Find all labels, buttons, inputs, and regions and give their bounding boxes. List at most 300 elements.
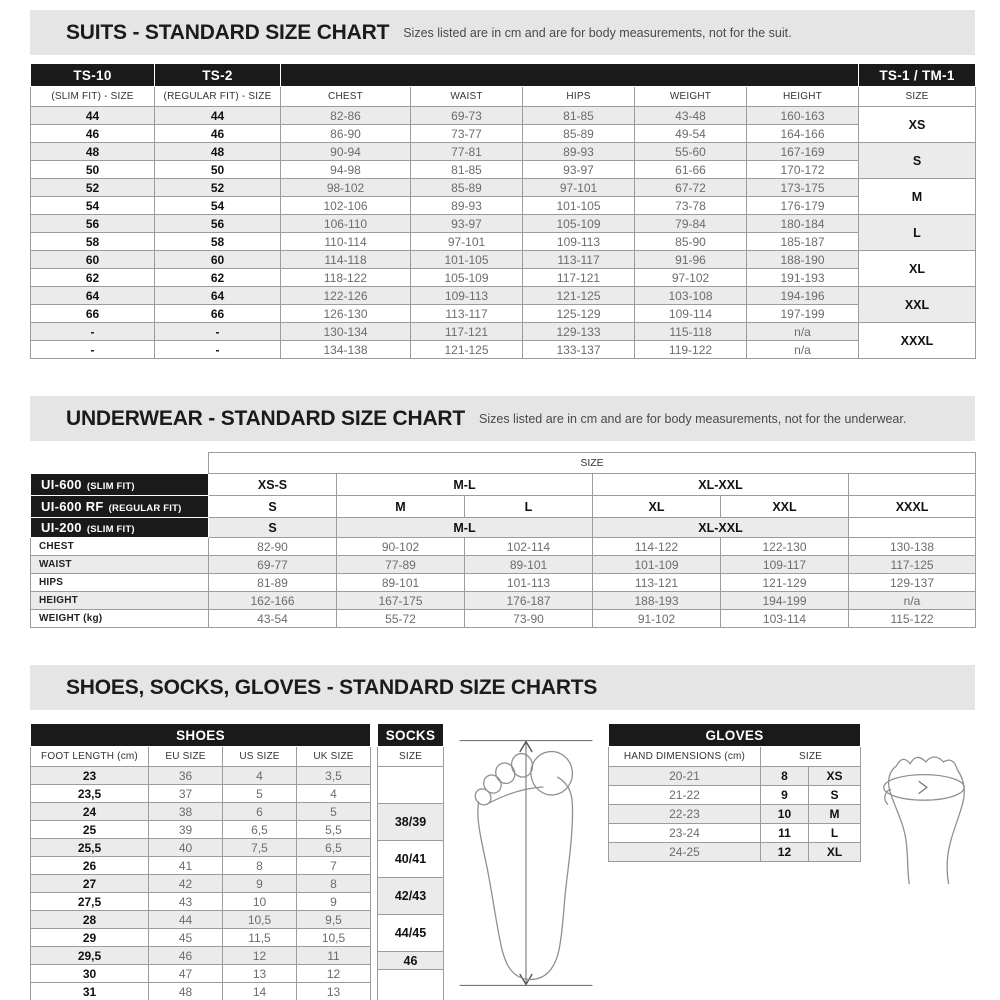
table-cell: 11,5 [223,929,297,947]
table-row [31,556,976,574]
underwear-model-row [31,496,976,518]
table-cell: 121-125 [523,287,635,305]
table-row [378,841,444,860]
table-cell: 64 [155,287,281,305]
table-cell: 11 [297,947,371,965]
table-cell: 58 [31,233,155,251]
table-row [31,785,371,803]
shoes-header: SHOES [31,724,371,747]
size-cell: S [859,143,976,179]
table-cell: 101-105 [411,251,523,269]
table-cell: 81-85 [411,161,523,179]
gloves-size-table [608,723,861,862]
table-cell: 39 [149,821,223,839]
sock-size-cell: 42/43 [378,878,444,915]
table-cell: 43-54 [209,610,337,628]
model-fit: (REGULAR FIT) [108,502,182,514]
table-cell: 125-129 [523,305,635,323]
table-cell: 66 [155,305,281,323]
table-cell: 129-133 [523,323,635,341]
table-row [31,251,976,269]
underwear-banner [30,396,975,441]
table-cell: 4 [223,767,297,785]
model-name: UI-600 RF [41,498,104,514]
table-row [31,197,976,215]
table-cell: 9 [760,786,808,805]
table-cell: 173-175 [747,179,859,197]
column-header-spacer [281,64,859,87]
table-row [31,911,371,929]
table-cell: 77-81 [411,143,523,161]
table-cell: 4 [297,785,371,803]
table-cell: 97-101 [411,233,523,251]
table-cell: 90-94 [281,143,411,161]
table-cell: 48 [155,143,281,161]
empty-cell [849,474,976,496]
table-cell: 122-130 [721,538,849,556]
table-cell: 21-22 [608,786,760,805]
table-row [31,965,371,983]
table-cell: 115-118 [635,323,747,341]
table-cell: 6,5 [223,821,297,839]
socks-header-row [378,724,444,747]
table-cell: - [31,341,155,359]
subheader-eu-size: EU SIZE [149,747,223,767]
table-cell: 194-199 [721,592,849,610]
table-cell: 50 [155,161,281,179]
table-cell: 97-101 [523,179,635,197]
table-cell: 118-122 [281,269,411,287]
table-cell: 28 [31,911,149,929]
table-cell: L [808,824,860,843]
model-fit: (SLIM FIT) [86,480,135,492]
sock-size-cell: 40/41 [378,841,444,878]
table-cell: 94-98 [281,161,411,179]
suits-size-table [30,63,976,359]
table-cell: 191-193 [747,269,859,287]
table-cell: 12 [297,965,371,983]
table-cell: 119-122 [635,341,747,359]
table-cell: 197-199 [747,305,859,323]
table-cell: 66 [31,305,155,323]
sock-size-cell [378,767,444,804]
table-cell: 23-24 [608,824,760,843]
suits-subtitle: Sizes listed are in cm and are for body measurements, not for the suit. [403,25,792,40]
suits-banner [30,10,975,55]
table-cell: 67-72 [635,179,747,197]
table-cell: 110-114 [281,233,411,251]
underwear-size-header-row [31,453,976,474]
table-cell: 3,5 [297,767,371,785]
size-range-cell: XL-XXL [593,474,849,496]
subheader-size: SIZE [760,747,860,767]
table-cell: 8 [760,767,808,786]
column-header-ts1-tm1: TS-1 / TM-1 [859,64,976,87]
table-cell: 90-102 [337,538,465,556]
empty-cell [849,518,976,538]
table-cell: 24 [31,803,149,821]
footwear-title: SHOES, SOCKS, GLOVES - STANDARD SIZE CHARTS [66,675,598,699]
underwear-model-row [31,474,976,496]
table-cell: 81-85 [523,107,635,125]
table-cell: 105-109 [523,215,635,233]
table-cell: 167-175 [337,592,465,610]
model-label-ui600rf [31,496,209,518]
table-cell: 122-126 [281,287,411,305]
table-cell: 14 [223,983,297,1000]
table-row [31,610,976,628]
table-cell: 7,5 [223,839,297,857]
table-cell: 180-184 [747,215,859,233]
measurement-label: WEIGHT (kg) [31,610,209,628]
table-cell: 109-113 [523,233,635,251]
table-cell: 9,5 [297,911,371,929]
column-header-ts2: TS-2 [155,64,281,87]
table-row [608,805,860,824]
table-cell: 113-117 [411,305,523,323]
table-cell: 23 [31,767,149,785]
table-cell: 43-48 [635,107,747,125]
table-cell: 38 [149,803,223,821]
size-cell: S [209,496,337,518]
table-cell: 52 [31,179,155,197]
table-cell: - [31,323,155,341]
table-cell: 82-90 [209,538,337,556]
table-cell: 73-90 [465,610,593,628]
socks-size-table [377,723,444,1000]
table-cell: 13 [223,965,297,983]
table-row [31,233,976,251]
table-row [31,767,371,785]
table-cell: 81-89 [209,574,337,592]
underwear-title: UNDERWEAR - STANDARD SIZE CHART [66,406,466,430]
table-row [31,341,976,359]
table-cell: 10,5 [223,911,297,929]
table-cell: 89-101 [337,574,465,592]
underwear-model-row [31,518,976,538]
table-cell: 46 [149,947,223,965]
table-cell: 27 [31,875,149,893]
table-cell: 101-113 [465,574,593,592]
size-cell: S [209,518,337,538]
table-cell: 176-187 [465,592,593,610]
table-cell: 20-21 [608,767,760,786]
table-row [31,179,976,197]
table-cell: 101-109 [593,556,721,574]
table-cell: 89-93 [411,197,523,215]
shoes-subheader-row [31,747,371,767]
table-cell: 42 [149,875,223,893]
table-cell: n/a [747,341,859,359]
table-cell: 30 [31,965,149,983]
table-cell: 60 [31,251,155,269]
table-cell: 5 [223,785,297,803]
table-cell: 29,5 [31,947,149,965]
size-range-cell: M-L [337,474,593,496]
table-row [31,947,371,965]
subheader-uk-size: UK SIZE [297,747,371,767]
table-cell: 58 [155,233,281,251]
table-cell: 55-72 [337,610,465,628]
table-cell: 24-25 [608,843,760,862]
table-cell: 7 [297,857,371,875]
size-cell: XL [593,496,721,518]
sock-size-cell: 46 [378,952,444,970]
table-cell: 10 [760,805,808,824]
subheader-size: SIZE [859,87,976,107]
table-row [608,824,860,843]
table-cell: 44 [31,107,155,125]
table-row [31,161,976,179]
gloves-header: GLOVES [608,724,860,747]
table-cell: 91-96 [635,251,747,269]
table-cell: 12 [223,947,297,965]
table-cell: 45 [149,929,223,947]
table-cell: 114-122 [593,538,721,556]
subheader-us-size: US SIZE [223,747,297,767]
table-cell: 5 [297,803,371,821]
table-cell: 109-117 [721,556,849,574]
table-cell: 73-77 [411,125,523,143]
size-cell: XXXL [849,496,976,518]
suits-header-row [31,64,976,87]
table-cell: 133-137 [523,341,635,359]
table-cell: 103-108 [635,287,747,305]
measurement-label: HIPS [31,574,209,592]
table-row [31,839,371,857]
socks-subheader-row [378,747,444,767]
table-cell: 89-93 [523,143,635,161]
sock-size-cell: 44/45 [378,915,444,952]
table-row [31,875,371,893]
table-cell: 176-179 [747,197,859,215]
table-cell: 6,5 [297,839,371,857]
table-cell: 56 [31,215,155,233]
table-row [31,983,371,1000]
table-cell: 12 [760,843,808,862]
table-cell: 60 [155,251,281,269]
table-cell: 121-125 [411,341,523,359]
table-cell: 73-78 [635,197,747,215]
table-cell: 49-54 [635,125,747,143]
table-cell: 89-101 [465,556,593,574]
table-cell: 27,5 [31,893,149,911]
table-cell: 56 [155,215,281,233]
table-row [378,915,444,934]
table-cell: M [808,805,860,824]
size-header: SIZE [209,453,976,474]
table-cell: 69-77 [209,556,337,574]
table-cell: 115-122 [849,610,976,628]
table-cell: 98-102 [281,179,411,197]
table-row [608,786,860,805]
suits-title: SUITS - STANDARD SIZE CHART [66,20,390,44]
table-cell: 103-114 [721,610,849,628]
size-cell: L [465,496,593,518]
table-cell: 117-121 [523,269,635,287]
table-cell: 9 [297,893,371,911]
table-cell: 77-89 [337,556,465,574]
size-cell: M [859,179,976,215]
table-cell: 121-129 [721,574,849,592]
table-row [608,767,860,786]
table-cell: 129-137 [849,574,976,592]
table-row [31,215,976,233]
table-cell: 91-102 [593,610,721,628]
table-row [608,843,860,862]
table-cell: 85-89 [411,179,523,197]
footwear-section [30,665,975,1000]
table-cell: 117-121 [411,323,523,341]
table-cell: 22-23 [608,805,760,824]
table-cell: 114-118 [281,251,411,269]
table-cell: 43 [149,893,223,911]
table-cell: 37 [149,785,223,803]
table-row [31,538,976,556]
subheader-hips: HIPS [523,87,635,107]
sock-size-cell: 38/39 [378,804,444,841]
table-cell: 85-89 [523,125,635,143]
table-row [378,878,444,897]
suits-subheader-row [31,87,976,107]
table-cell: 109-113 [411,287,523,305]
table-cell: 29 [31,929,149,947]
table-cell: 36 [149,767,223,785]
table-cell: 48 [31,143,155,161]
table-row [31,857,371,875]
table-cell: 185-187 [747,233,859,251]
table-cell: 160-163 [747,107,859,125]
subheader-hand-dimensions: HAND DIMENSIONS (cm) [608,747,760,767]
table-cell: 188-190 [747,251,859,269]
subheader-waist: WAIST [411,87,523,107]
size-cell: XS [859,107,976,143]
shoes-header-row [31,724,371,747]
footwear-tables-row [30,723,975,1000]
table-row [378,970,444,989]
table-row [378,804,444,823]
model-name: UI-600 [41,476,82,492]
table-row [31,929,371,947]
table-cell: 55-60 [635,143,747,161]
table-cell: 54 [155,197,281,215]
measurement-label: HEIGHT [31,592,209,610]
table-row [31,893,371,911]
subheader-height: HEIGHT [747,87,859,107]
table-row [31,107,976,125]
shoes-size-table [30,723,371,1000]
table-cell: 113-121 [593,574,721,592]
table-cell: 167-169 [747,143,859,161]
table-cell: 26 [31,857,149,875]
table-cell: 25 [31,821,149,839]
measurement-label: WAIST [31,556,209,574]
table-cell: 188-193 [593,592,721,610]
table-cell: 23,5 [31,785,149,803]
underwear-section [30,396,975,628]
size-range-cell: XL-XXL [593,518,849,538]
size-range-cell: XS-S [209,474,337,496]
table-row [31,125,976,143]
table-cell: S [808,786,860,805]
subheader-size: SIZE [378,747,444,767]
table-cell: - [155,341,281,359]
table-cell: 31 [31,983,149,1000]
subheader-regular-fit: (REGULAR FIT) - SIZE [155,87,281,107]
table-row [31,821,371,839]
hand-measurement-illustration [867,731,975,891]
table-cell: 62 [155,269,281,287]
size-cell: XXXL [859,323,976,359]
table-cell: n/a [747,323,859,341]
subheader-slim-fit: (SLIM FIT) - SIZE [31,87,155,107]
table-cell: 170-172 [747,161,859,179]
table-cell: 10,5 [297,929,371,947]
table-cell: 9 [223,875,297,893]
table-cell: 44 [155,107,281,125]
table-cell: 41 [149,857,223,875]
table-row [31,574,976,592]
corner-cell [31,453,209,474]
table-cell: 6 [223,803,297,821]
table-cell: 130-134 [281,323,411,341]
table-cell: 93-97 [523,161,635,179]
table-row [31,323,976,341]
table-cell: 105-109 [411,269,523,287]
table-cell: 25,5 [31,839,149,857]
table-row [378,952,444,970]
table-cell: XL [808,843,860,862]
size-cell: XL [859,251,976,287]
gloves-subheader-row [608,747,860,767]
table-row [31,269,976,287]
table-cell: n/a [849,592,976,610]
table-cell: 8 [223,857,297,875]
table-cell: 101-105 [523,197,635,215]
table-cell: 102-114 [465,538,593,556]
table-cell: 86-90 [281,125,411,143]
model-label-ui200 [31,518,209,538]
table-cell: 93-97 [411,215,523,233]
table-cell: 40 [149,839,223,857]
model-label-ui600 [31,474,209,496]
table-cell: 79-84 [635,215,747,233]
sock-size-cell [378,970,444,1000]
size-range-cell: M-L [337,518,593,538]
table-cell: 164-166 [747,125,859,143]
table-cell: 47 [149,965,223,983]
size-cell: XXL [721,496,849,518]
table-cell: 54 [31,197,155,215]
table-cell: 85-90 [635,233,747,251]
table-row [31,305,976,323]
table-cell: 8 [297,875,371,893]
table-row [378,767,444,786]
subheader-chest: CHEST [281,87,411,107]
table-cell: XS [808,767,860,786]
table-cell: 69-73 [411,107,523,125]
footwear-banner [30,665,975,710]
table-cell: 11 [760,824,808,843]
column-header-ts10: TS-10 [31,64,155,87]
model-name: UI-200 [41,519,82,535]
table-cell: 13 [297,983,371,1000]
table-cell: 50 [31,161,155,179]
table-cell: - [155,323,281,341]
table-cell: 106-110 [281,215,411,233]
table-cell: 82-86 [281,107,411,125]
foot-measurement-illustration [452,723,600,1000]
